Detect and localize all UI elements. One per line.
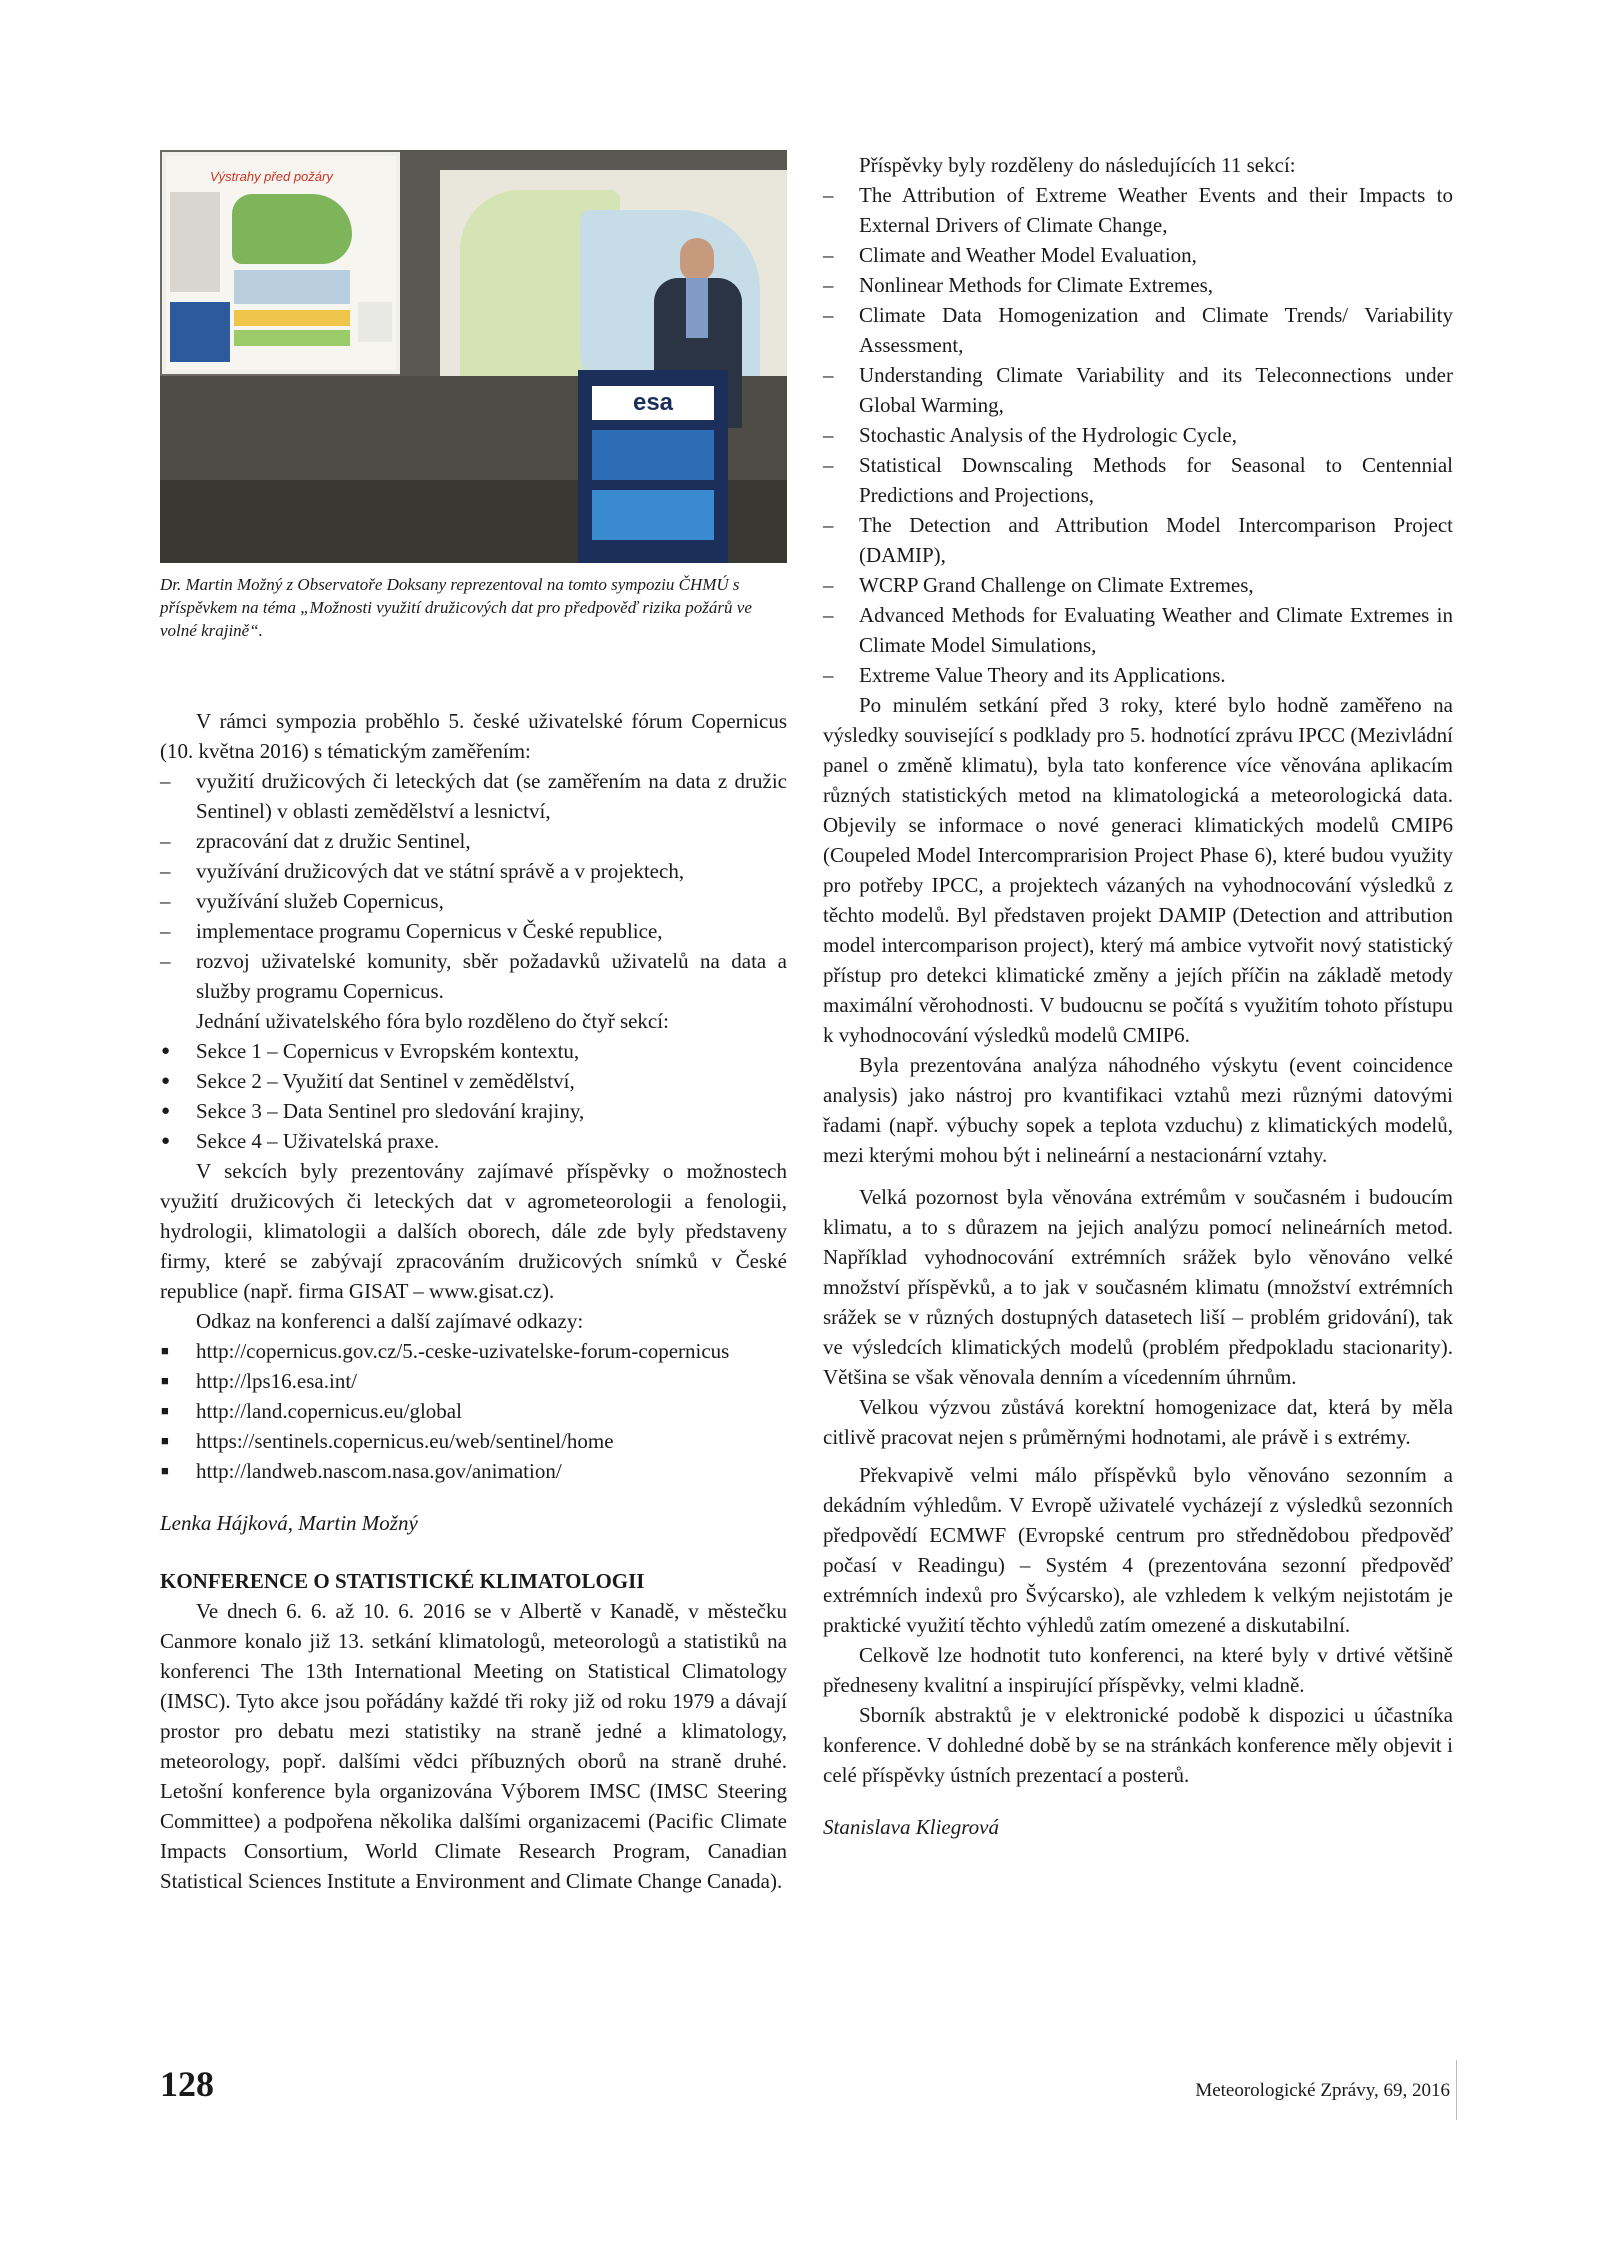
list-item: ● Sekce 1 – Copernicus v Evropském kontextu, bbox=[160, 1036, 787, 1066]
list-item: – využívání služeb Copernicus, bbox=[160, 886, 787, 916]
list-item: – Climate Data Homogenization and Climate Trends/ Variability Assessment, bbox=[823, 300, 1453, 360]
link-item[interactable]: ■ http://land.copernicus.eu/global bbox=[160, 1396, 787, 1426]
paragraph: Byla prezentována analýza náhodného výskytu (event coincidence analysis) jako nástroj pro kvantifikaci vztahů mezi různými datovými řadami (např. výbuchy sopek a teplota vzduchu) z klimatických modelů, mezi kterými mohou být i nelineární a nestacionární vztahy. bbox=[823, 1053, 1453, 1167]
list-item: – Statistical Downscaling Methods for Seasonal to Centennial Predictions and Projections, bbox=[823, 450, 1453, 510]
sections-paragraph: V sekcích byly prezentovány zajímavé příspěvky o možnostech využití družicových či leteckých dat v agrometeorologii a fenologii, hydrologii, klimatologii a dalších oborech, dále zde byly představeny firmy, které se zabývají zpracováním družicových snímků v České republice (např. firma GISAT – www.gisat.cz). bbox=[160, 1159, 787, 1303]
links-intro: Odkaz na konferenci a další zajímavé odkazy: bbox=[196, 1309, 584, 1333]
paragraph: Velká pozornost byla věnována extrémům v současném i budoucím klimatu, a to s důrazem na jejich analýzu pomocí nelineárních metod. Například vyhodnocování extrémních srážek bylo věnováno velké množství příspěvků, a to jak v současném klimatu (množství extrémních srážek se v různých dostupných datasetech liší – problém gridování), tak ve výsledcích klimatických modelů (problém předpokladu stacionarity). Většina se však věnovala denním a vícedenním úhrnům. bbox=[823, 1185, 1453, 1389]
photo-caption: Dr. Martin Možný z Observatoře Doksany reprezentoval na tomto sympoziu ČHMÚ s příspěvkem na téma „Možnosti využití družicových dat pro předpověď rizika požárů ve volné krajině“. bbox=[160, 575, 752, 640]
list-item: – využití družicových či leteckých dat (se zaměřením na data z družic Sentinel) v oblasti zemědělství a lesnictví, bbox=[160, 766, 787, 826]
link-item[interactable]: ■ http://landweb.nascom.nasa.gov/animation/ bbox=[160, 1456, 787, 1486]
list-item: – Understanding Climate Variability and its Teleconnections under Global Warming, bbox=[823, 360, 1453, 420]
conference-photo bbox=[160, 150, 787, 563]
list-item: – rozvoj uživatelské komunity, sběr požadavků uživatelů na data a služby programu Copernicus. bbox=[160, 946, 787, 1006]
sessions-list bbox=[823, 180, 1453, 690]
list-item: ● Sekce 3 – Data Sentinel pro sledování krajiny, bbox=[160, 1096, 787, 1126]
paragraph: Velkou výzvou zůstává korektní homogenizace dat, která by měla citlivě pracovat nejen s průměrnými hodnotami, ale právě i s extrémy. bbox=[823, 1395, 1453, 1449]
forum-sections-list bbox=[160, 1036, 787, 1156]
journal-footer: Meteorologické Zprávy, 69, 2016 bbox=[1195, 2080, 1450, 2101]
sections-intro: Jednání uživatelského fóra bylo rozděleno do čtyř sekcí: bbox=[196, 1009, 669, 1033]
list-item: – zpracování dat z družic Sentinel, bbox=[160, 826, 787, 856]
list-item: ● Sekce 4 – Uživatelská praxe. bbox=[160, 1126, 787, 1156]
list-item: ● Sekce 2 – Využití dat Sentinel v zemědělství, bbox=[160, 1066, 787, 1096]
right-column bbox=[823, 150, 1453, 1842]
projection-screen bbox=[162, 152, 400, 374]
list-item: – Nonlinear Methods for Climate Extremes, bbox=[823, 270, 1453, 300]
list-item: – využívání družicových dat ve státní správě a v projektech, bbox=[160, 856, 787, 886]
forum-intro: V rámci sympozia proběhlo 5. české uživatelské fórum Copernicus (10. května 2016) s tématickým zaměřením: bbox=[160, 709, 787, 763]
left-column bbox=[160, 150, 787, 1896]
paragraph: Sborník abstraktů je v elektronické podobě k dispozici u účastníka konference. V dohledné době by se na stránkách konference měly objevit i celé příspěvky ústních prezentací a posterů. bbox=[823, 1703, 1453, 1787]
paragraph: Po minulém setkání před 3 roky, které bylo hodně zaměřeno na výsledky související s podklady pro 5. hodnotící zprávu IPCC (Mezivládní panel o změně klimatu), byla tato konference více věnována aplikacím různých statistických metod na klimatologická a meteorologická data. Objevily se informace o nové generaci klimatických modelů CMIP6 (Coupeled Model Intercomprarision Project Phase 6), které budou využity pro potřeby IPCC, a projektech vázaných na vyhodnocování výsledků z těchto modelů. Byl představen projekt DAMIP (Detection and attribution model intercomparison project), který má ambice vytvořit nový statistický přístup pro detekci klimatické změny a jejích příčin na základě metody maximální věrohodnosti. V budoucnu se počítá s využitím tohoto přístupu k vyhodnocování výsledků modelů CMIP6. bbox=[823, 693, 1453, 1047]
list-item: – WCRP Grand Challenge on Climate Extremes, bbox=[823, 570, 1453, 600]
paragraph: Překvapivě velmi málo příspěvků bylo věnováno sezonním a dekádním výhledům. V Evropě uživatelé vycházejí z výsledků sezonních předpovědí ECMWF (Evropské centrum pro střednědobou předpověď počasí v Readingu) – Systém 4 (prezentována sezonní předpověď extrémních indexů pro Švýcarsko), ale vzhledem k velkým nejistotám je praktické využití těchto výhledů zatím omezené a diskutabilní. bbox=[823, 1463, 1453, 1637]
links-list bbox=[160, 1336, 787, 1486]
sessions-intro: Příspěvky byly rozděleny do následujících 11 sekcí: bbox=[859, 153, 1296, 177]
list-item: – The Attribution of Extreme Weather Events and their Impacts to External Drivers of Climate Change, bbox=[823, 180, 1453, 240]
list-item: – implementace programu Copernicus v České republice, bbox=[160, 916, 787, 946]
article-author: Stanislava Kliegrová bbox=[823, 1815, 999, 1839]
list-item: – Climate and Weather Model Evaluation, bbox=[823, 240, 1453, 270]
list-item: – Extreme Value Theory and its Applications. bbox=[823, 660, 1453, 690]
page-number: 128 bbox=[160, 2064, 214, 2104]
link-item[interactable]: ■ https://sentinels.copernicus.eu/web/sentinel/home bbox=[160, 1426, 787, 1456]
paragraph: Celkově lze hodnotit tuto konferenci, na které byly v drtivé většině předneseny kvalitní a inspirující příspěvky, velmi kladně. bbox=[823, 1643, 1453, 1697]
link-item[interactable]: ■ http://lps16.esa.int/ bbox=[160, 1366, 787, 1396]
list-item: – Stochastic Analysis of the Hydrologic Cycle, bbox=[823, 420, 1453, 450]
conference-paragraph: Ve dnech 6. 6. až 10. 6. 2016 se v Albertě v Kanadě, v městečku Canmore konalo již 13. setkání klimatologů, meteorologů a statistiků na konferenci The 13th International Meeting on Statistical Climatology (IMSC). Tyto akce jsou pořádány každé tři roky již od roku 1979 a dávají prostor pro debatu mezi statistiky na straně jedné a klimatology, meteorology, popř. dalšími vědci příbuzných oborů na straně druhé. Letošní konference byla organizována Výborem IMSC (IMSC Steering Committee) a podpořena několika dalšími organizacemi (Pacific Climate Impacts Consortium, World Climate Research Program, Canadian Statistical Sciences Institute a Environment and Climate Change Canada). bbox=[160, 1599, 787, 1893]
list-item: – The Detection and Attribution Model Intercomparison Project (DAMIP), bbox=[823, 510, 1453, 570]
esa-logo: esa bbox=[592, 386, 714, 420]
link-item[interactable]: ■ http://copernicus.gov.cz/5.-ceske-uzivatelske-forum-copernicus bbox=[160, 1336, 787, 1366]
forum-topics-list bbox=[160, 766, 787, 1006]
list-item: – Advanced Methods for Evaluating Weather and Climate Extremes in Climate Model Simulations, bbox=[823, 600, 1453, 660]
section-heading: KONFERENCE O STATISTICKÉ KLIMATOLOGII bbox=[160, 1569, 645, 1593]
article-authors: Lenka Hájková, Martin Možný bbox=[160, 1511, 418, 1535]
slide-title: Výstrahy před požáry bbox=[210, 169, 333, 184]
divider bbox=[1456, 2060, 1457, 2120]
